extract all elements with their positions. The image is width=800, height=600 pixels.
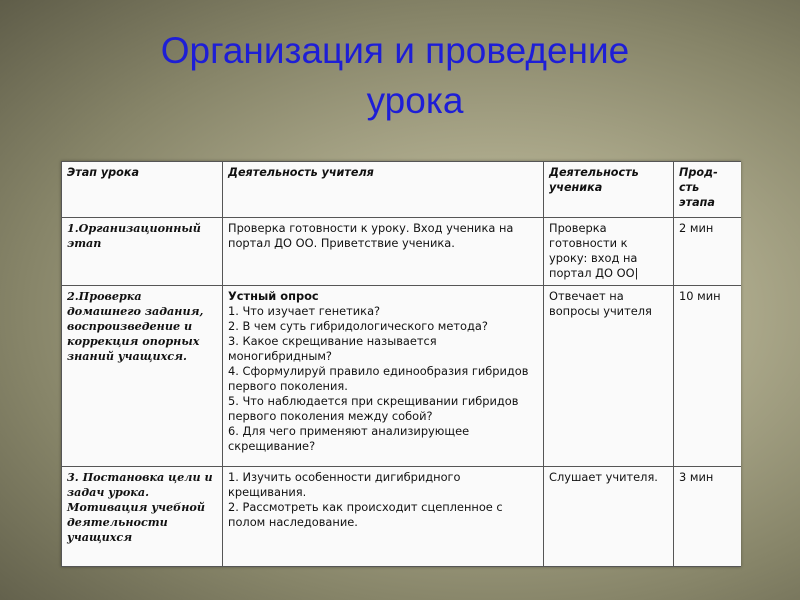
quiz-question: 1. Что изучает генетика?: [228, 304, 381, 318]
student-activity-cell: [544, 218, 674, 286]
lesson-table-container: [61, 161, 741, 567]
oral-quiz-heading: Устный опрос: [228, 289, 319, 303]
slide-title-line-1: Организация и проведение: [160, 30, 630, 71]
quiz-question: 6. Для чего применяют анализирующее скрещивание?: [228, 424, 470, 453]
lesson-task: 2. Рассмотреть как происходит сцепленное с полом наследование.: [228, 500, 503, 529]
slide-title-line-2: урока: [366, 80, 464, 121]
slide-title: [0, 26, 800, 126]
duration-cell: 10 мин: [674, 286, 742, 467]
stage-cell: 1.Организационный этап: [62, 218, 223, 286]
text-cursor: |: [634, 266, 639, 280]
teacher-activity-cell: [223, 467, 544, 567]
quiz-question: 5. Что наблюдается при скрещивании гибридов первого поколения между собой?: [228, 394, 519, 423]
quiz-question: 3. Какое скрещивание называется моногибридным?: [228, 334, 437, 363]
table-row: [62, 286, 742, 467]
header-duration: Прод-сть этапа: [674, 162, 742, 218]
lesson-task: 1. Изучить особенности дигибридного крещивания.: [228, 470, 461, 499]
student-activity-text: Проверка готовности к уроку: вход на портал ДО ОО: [549, 221, 638, 280]
header-stage: Этап урока: [62, 162, 223, 218]
duration-cell: 3 мин: [674, 467, 742, 567]
teacher-activity-cell: Проверка готовности к уроку. Вход ученика на портал ДО ОО. Приветствие ученика.: [223, 218, 544, 286]
header-student-activity: Деятельность ученика: [544, 162, 674, 218]
quiz-question: 2. В чем суть гибридологического метода?: [228, 319, 488, 333]
header-teacher-activity: Деятельность учителя: [223, 162, 544, 218]
student-activity-cell: Отвечает на вопросы учителя: [544, 286, 674, 467]
stage-cell: 3. Постановка цели и задач урока. Мотивация учебной деятельности учащихся: [62, 467, 223, 567]
table-row: [62, 467, 742, 567]
student-activity-cell: Слушает учителя.: [544, 467, 674, 567]
teacher-activity-cell: [223, 286, 544, 467]
table-header-row: [62, 162, 742, 218]
stage-cell: 2.Проверка домашнего задания, воспроизведение и коррекция опорных знаний учащихся.: [62, 286, 223, 467]
quiz-question: 4. Сформулируй правило единообразия гибридов первого поколения.: [228, 364, 529, 393]
duration-cell: 2 мин: [674, 218, 742, 286]
table-row: [62, 218, 742, 286]
lesson-plan-table: [61, 161, 741, 567]
